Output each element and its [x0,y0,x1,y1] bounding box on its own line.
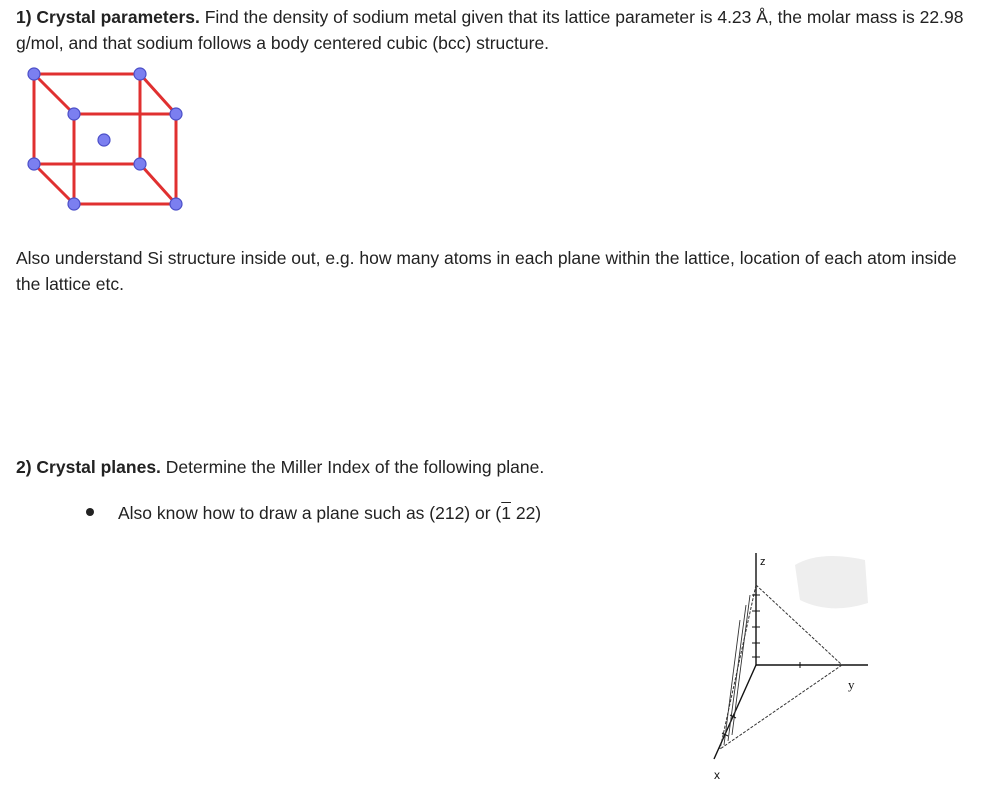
bullet-icon [86,508,94,516]
corner-atom [134,158,146,170]
crystal-plane-diagram [690,545,890,795]
corner-atom [170,198,182,210]
bcc-unit-cell-diagram [22,64,192,214]
x-axis-label: x [714,768,720,782]
corner-atom [68,198,80,210]
corner-atom [28,68,40,80]
bullet-bar-digit: 1 [501,503,511,523]
question-1-text: Find the density of sodium metal given that its lattice parameter is 4.23 Å, the molar mass is 22.98 g/mol, and that sodium follows a body centered cubic (bcc) structure. [16,7,964,53]
z-axis-label: z [760,556,766,568]
question-2-text: Determine the Miller Index of the following plane. [165,457,545,477]
corner-atom [28,158,40,170]
body-center-atom [98,134,110,146]
question-2 [16,454,544,480]
question-1 [16,4,976,56]
question-2-heading: 2) Crystal planes. [16,457,161,477]
si-structure-note: Also understand Si structure inside out, e.g. how many atoms in each plane within the lattice, location of each atom inside the lattice etc. [16,248,957,294]
corner-atom [68,108,80,120]
corner-atom [170,108,182,120]
bullet-prefix: Also know how to draw a plane such as (212) or ( [118,503,502,523]
bullet-suffix: 22) [510,503,542,523]
question-1-heading: 1) Crystal parameters. [16,7,200,27]
y-axis-label: y [848,677,855,692]
bullet-item [86,499,541,527]
corner-atom [134,68,146,80]
